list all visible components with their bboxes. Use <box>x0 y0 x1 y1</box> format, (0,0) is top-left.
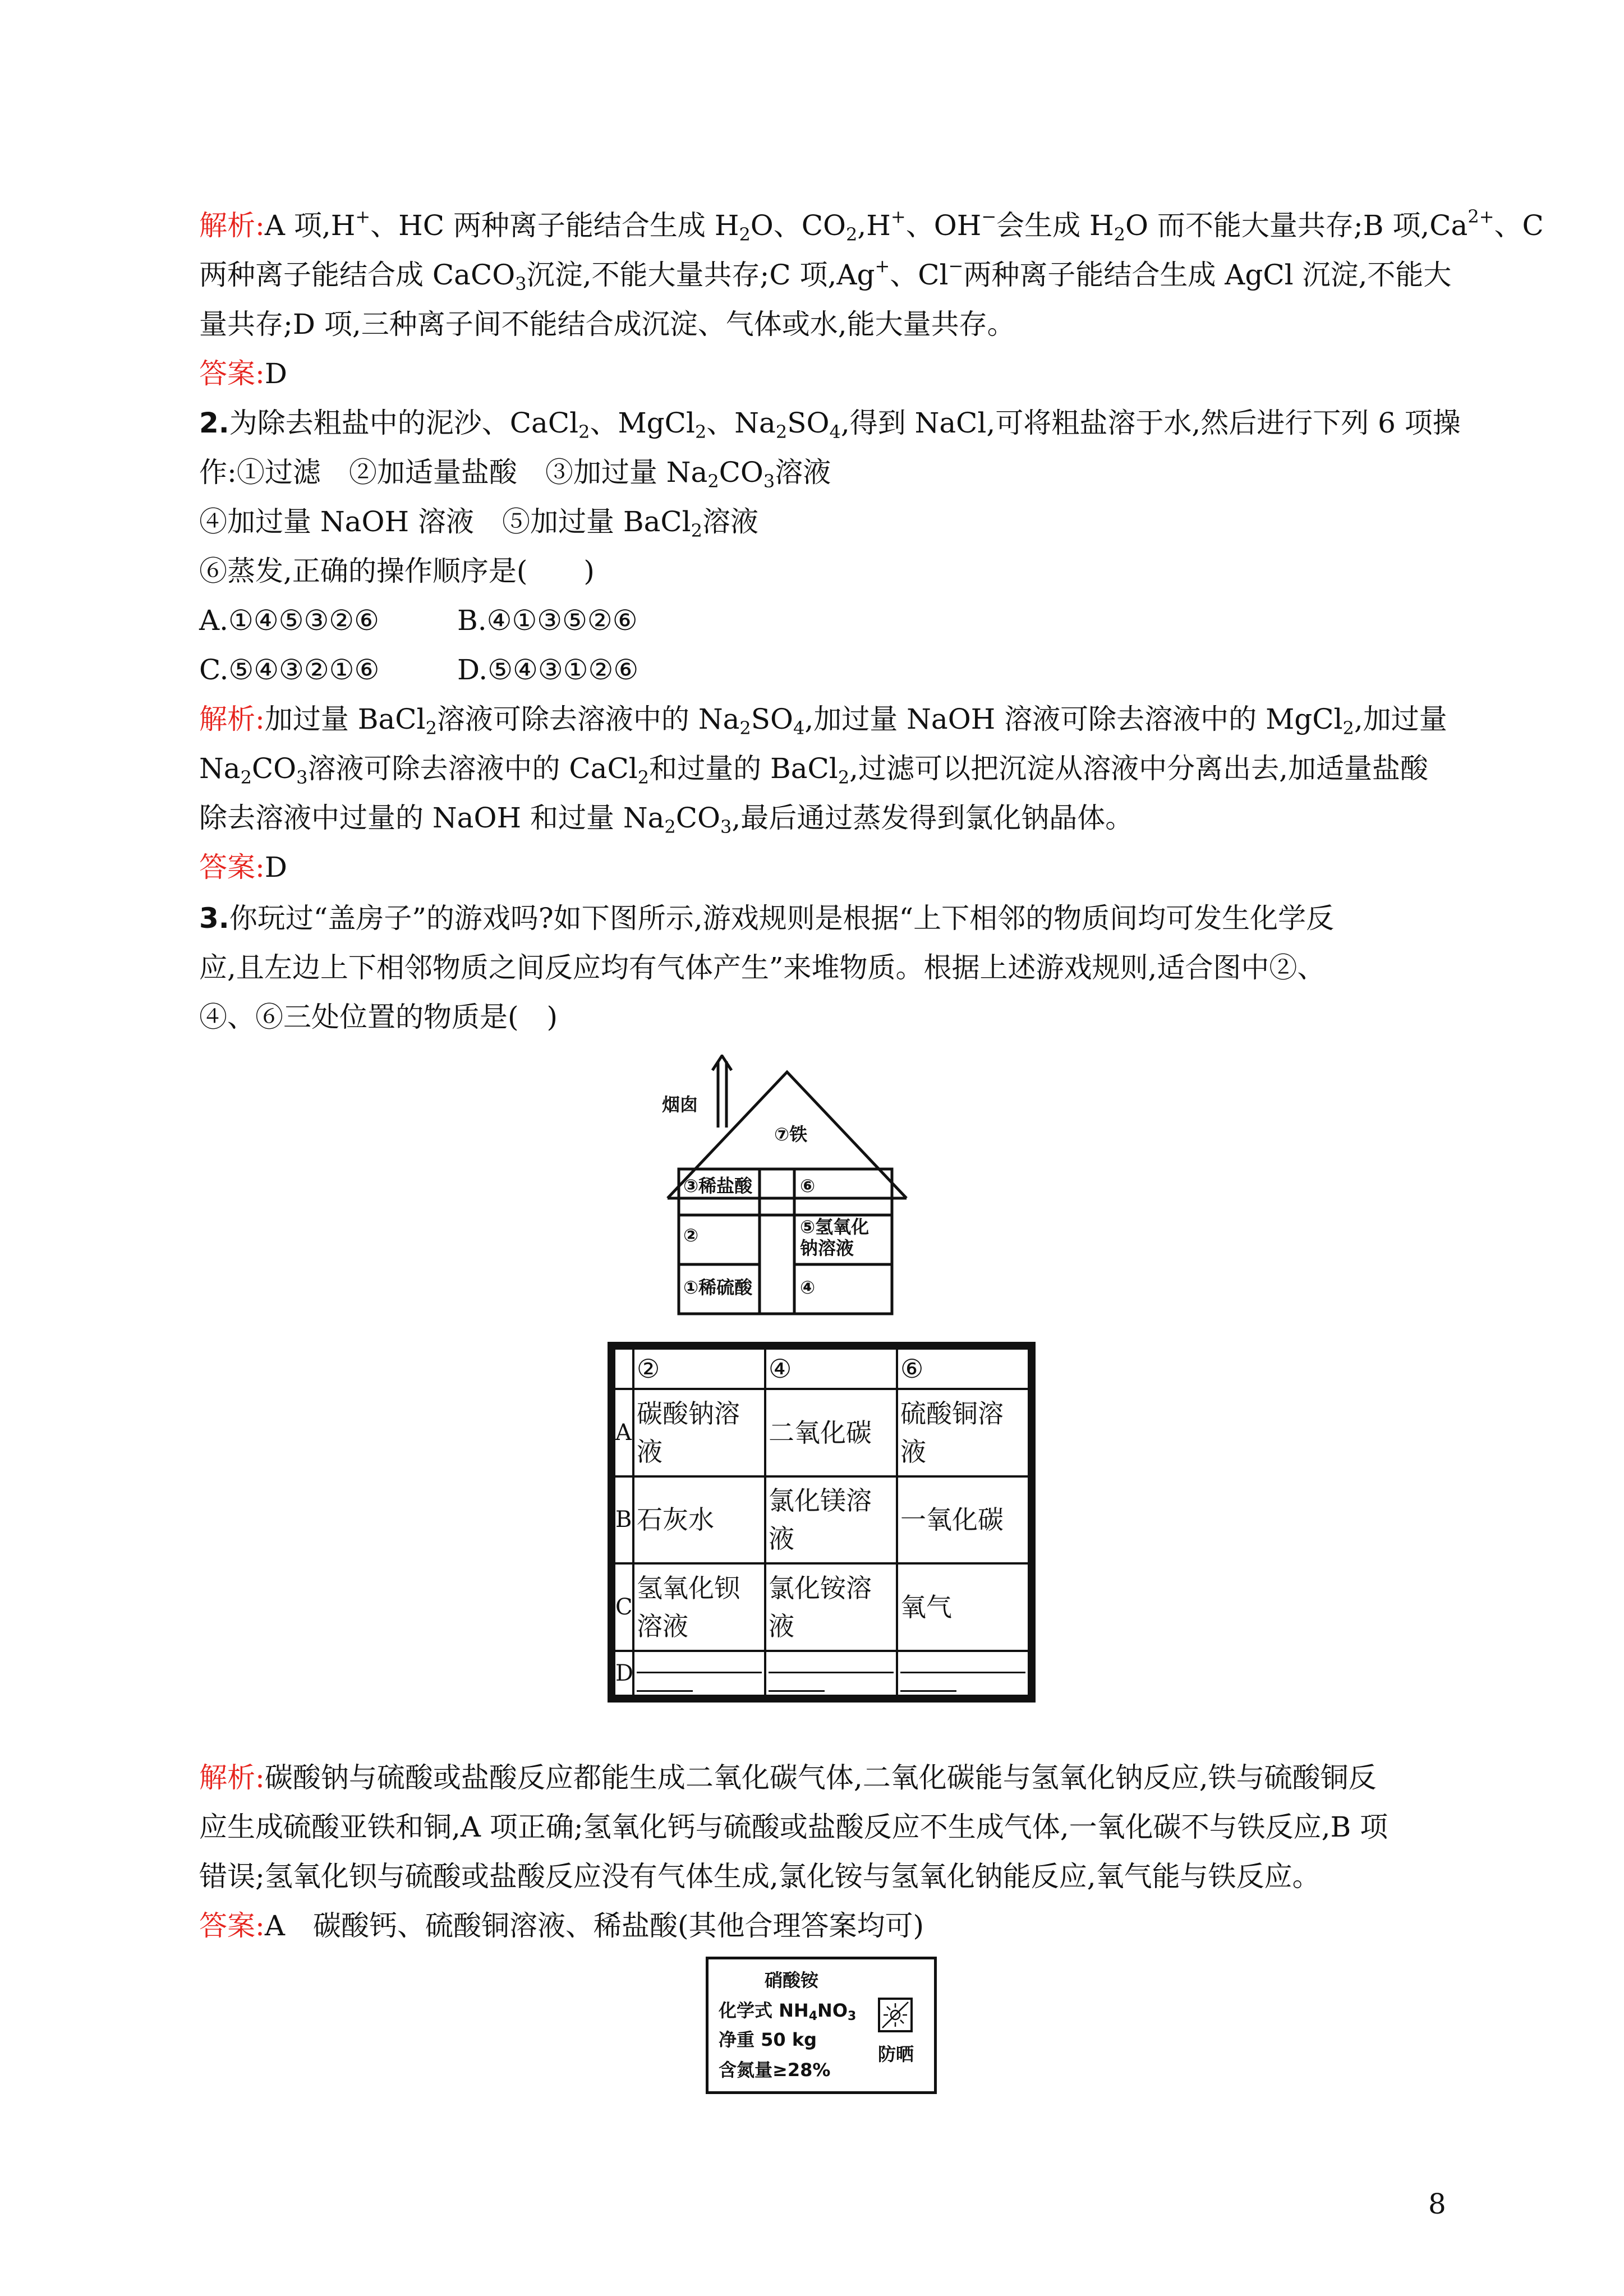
text: ,加过量 <box>1354 703 1447 735</box>
row-label: A <box>614 1389 633 1476</box>
sup: 2+ <box>1467 206 1494 227</box>
sub: 2 <box>1114 224 1125 245</box>
text: 、C <box>1494 209 1544 242</box>
analysis-label: 解析: <box>199 209 265 242</box>
house-diagram <box>651 1055 987 1324</box>
text: ④加过量 NaOH 溶液 ⑤加过量 BaCl <box>199 505 691 538</box>
text: Na <box>199 752 241 785</box>
blank-cell <box>633 1651 765 1696</box>
text: ,加过量 NaOH 溶液可除去溶液中的 MgCl <box>804 703 1343 735</box>
text: ,过滤可以把沉淀从溶液中分离出去,加适量盐酸 <box>849 752 1428 785</box>
table-cell: 二氧化碳 <box>765 1389 897 1476</box>
q2-analysis-line3 <box>199 793 1433 843</box>
sup: − <box>981 206 997 227</box>
label-nitrogen: 含氮量≥28% <box>719 2059 831 2081</box>
q1-analysis <box>199 201 1544 398</box>
text: NO <box>817 2000 848 2021</box>
cell-2: ② <box>683 1225 699 1246</box>
text: O、CO <box>750 209 846 242</box>
sup: + <box>875 255 890 277</box>
q2-stem-line3 <box>199 497 1433 546</box>
answer-label: 答案: <box>199 1910 265 1942</box>
q2 <box>199 398 1461 892</box>
answer-blank <box>637 1655 762 1673</box>
cell-6: ⑥ <box>800 1175 816 1197</box>
table-cell: 一氧化碳 <box>897 1476 1029 1564</box>
answer-blank <box>900 1673 956 1692</box>
fertilizer-label <box>706 1957 937 2094</box>
text: 、HC 两种离子能结合生成 H <box>370 209 739 242</box>
question-number: 2. <box>199 407 229 439</box>
table-row <box>614 1651 1029 1696</box>
q2-analysis-line1 <box>199 694 1447 744</box>
chimney-label: 烟囱 <box>662 1094 698 1115</box>
row-label: B <box>614 1476 633 1564</box>
sup: − <box>948 255 964 277</box>
q2-stem-line1 <box>199 398 1461 448</box>
sub: 4 <box>808 2009 818 2023</box>
option-c: C.⑤④③②①⑥ <box>199 654 380 686</box>
row-label: D <box>614 1651 633 1696</box>
sub: 2 <box>664 816 676 838</box>
roof-label: ⑦铁 <box>774 1124 808 1145</box>
analysis-label: 解析: <box>199 703 265 735</box>
sub: 2 <box>240 767 252 788</box>
q2-options-cd <box>199 645 1433 694</box>
q2-analysis-line2 <box>199 744 1433 793</box>
answer-label: 答案: <box>199 357 265 390</box>
text: 、Na <box>706 407 776 439</box>
q3-analysis-line1 <box>199 1753 1433 1802</box>
text: A 项,H <box>264 209 356 242</box>
answer-value: A 碳酸钙、硫酸铜溶液、稀盐酸(其他合理答案均可) <box>264 1910 924 1942</box>
sub: 2 <box>425 717 437 739</box>
table-header: ② <box>633 1349 765 1389</box>
sub: 2 <box>637 767 650 788</box>
text: 化学式 NH <box>719 2000 809 2021</box>
table-header: ④ <box>765 1349 897 1389</box>
text: SO <box>751 703 793 735</box>
table-cell: 石灰水 <box>633 1476 765 1564</box>
q1-analysis-line3: 量共存;D 项,三种离子间不能结合成沉淀、气体或水,能大量共存。 <box>199 308 1015 341</box>
blank-cell <box>765 1651 897 1696</box>
sub: 2 <box>694 421 707 443</box>
text: ,最后通过蒸发得到氯化钠晶体。 <box>732 802 1134 834</box>
table-cell: 氢氧化钡溶液 <box>633 1563 765 1651</box>
q1-analysis-line2 <box>199 250 1452 300</box>
text: 、OH <box>905 209 982 242</box>
q3-analysis-line3: 错误;氢氧化钡与硫酸或盐酸反应没有气体生成,氯化铵与氢氧化钠能反应,氧气能与铁反应。 <box>199 1860 1321 1893</box>
text: 、MgCl <box>590 407 695 439</box>
q1-answer <box>199 349 1433 398</box>
text: 、Cl <box>890 259 949 291</box>
q3-answer <box>199 1901 1433 1950</box>
sub: 3 <box>296 767 308 788</box>
text: O 而不能大量共存;B 项,Ca <box>1125 209 1468 242</box>
sup: + <box>890 206 906 227</box>
sub: 2 <box>838 767 850 788</box>
q2-answer <box>199 843 1433 892</box>
text: CO <box>251 752 297 785</box>
table-cell: 氯化镁溶液 <box>765 1476 897 1564</box>
q3-stem <box>199 894 1433 1042</box>
text: CO <box>719 456 763 489</box>
sub: 2 <box>707 471 719 492</box>
cell-5b: 钠溶液 <box>800 1237 854 1259</box>
question-number: 3. <box>199 902 229 935</box>
sub: 2 <box>1342 717 1354 739</box>
cell-3: ③稀盐酸 <box>683 1175 753 1197</box>
q3-analysis <box>199 1753 1433 1950</box>
label-protect: 防晒 <box>878 2044 914 2065</box>
option-d: D.⑤④③①②⑥ <box>457 654 639 686</box>
label-title: 硝酸铵 <box>765 1970 819 1991</box>
sub: 4 <box>793 717 805 739</box>
text: SO <box>787 407 830 439</box>
text: CO <box>675 802 721 834</box>
sub: 2 <box>739 717 751 739</box>
text: ,得到 NaCl,可将粗盐溶于水,然后进行下列 6 项操 <box>840 407 1461 439</box>
text: 碳酸钠与硫酸或盐酸反应都能生成二氧化碳气体,二氧化碳能与氢氧化钠反应,铁与硫酸铜反 <box>264 1761 1377 1794</box>
text: 和过量的 BaCl <box>649 752 838 785</box>
text: 会生成 H <box>996 209 1114 242</box>
text: 除去溶液中过量的 NaOH 和过量 Na <box>199 802 665 834</box>
q2-stem-line4: ⑥蒸发,正确的操作顺序是( ) <box>199 555 595 587</box>
answer-blank <box>637 1673 693 1692</box>
row-label: C <box>614 1563 633 1651</box>
sub: 2 <box>691 520 702 541</box>
page-number: 8 <box>1428 2188 1446 2220</box>
table-header: ⑥ <box>897 1349 1029 1389</box>
label-formula <box>719 1996 856 2022</box>
text: 溶液 <box>775 456 831 489</box>
text: 加过量 BaCl <box>264 703 426 735</box>
table-row <box>614 1389 1029 1476</box>
text: 溶液 <box>702 505 758 538</box>
cell-4: ④ <box>800 1277 816 1298</box>
sub: 3 <box>763 471 775 492</box>
q1-analysis-line1 <box>199 201 1544 250</box>
sub: 3 <box>848 2009 857 2023</box>
sub: 2 <box>578 421 590 443</box>
table-row <box>614 1476 1029 1564</box>
answer-label: 答案: <box>199 851 265 884</box>
sub: 2 <box>846 224 858 245</box>
sub: 2 <box>739 224 751 245</box>
text: 沉淀,不能大量共存;C 项,Ag <box>526 259 875 291</box>
cell-5a: ⑤氢氧化 <box>800 1216 869 1237</box>
sub: 3 <box>720 816 732 838</box>
table-cell: 硫酸铜溶液 <box>897 1389 1029 1476</box>
table-cell: 碳酸钠溶液 <box>633 1389 765 1476</box>
answer-blank <box>769 1655 894 1673</box>
options-table <box>608 1342 1036 1703</box>
table-header-row <box>614 1349 1029 1389</box>
text: 两种离子能结合生成 AgCl 沉淀,不能大 <box>963 259 1452 291</box>
text: 溶液可除去溶液中的 CaCl <box>307 752 638 785</box>
blank-cell <box>897 1651 1029 1696</box>
table-corner <box>614 1349 633 1389</box>
q3-analysis-line2: 应生成硫酸亚铁和铜,A 项正确;氢氧化钙与硫酸或盐酸反应不生成气体,一氧化碳不与铁反应,B 项 <box>199 1811 1388 1843</box>
sup: + <box>355 206 371 227</box>
q3-stem-line1 <box>199 894 1433 943</box>
answer-blank <box>769 1673 825 1692</box>
text: 作:①过滤 ②加适量盐酸 ③加过量 Na <box>199 456 708 489</box>
text: 溶液可除去溶液中的 Na <box>436 703 740 735</box>
q3-stem-line3: ④、⑥三处位置的物质是( ) <box>199 1001 558 1033</box>
option-a: A.①④⑤③②⑥ <box>199 604 379 637</box>
analysis-label: 解析: <box>199 1761 265 1794</box>
cell-1: ①稀硫酸 <box>683 1277 753 1298</box>
label-weight: 净重 50 kg <box>719 2029 817 2050</box>
table-cell: 氧气 <box>897 1563 1029 1651</box>
answer-value: D <box>264 851 287 884</box>
answer-blank <box>900 1655 1025 1673</box>
q3-stem-line2: 应,且左边上下相邻物质之间反应均有气体产生”来堆物质。根据上述游戏规则,适合图中②、 <box>199 951 1326 984</box>
answer-value: D <box>264 357 287 390</box>
option-b: B.④①③⑤②⑥ <box>457 604 638 637</box>
text: 两种离子能结合成 CaCO <box>199 259 516 291</box>
q2-stem-line2 <box>199 448 1433 497</box>
sub: 2 <box>775 421 788 443</box>
sun-icon <box>878 1998 913 2032</box>
table-row <box>614 1563 1029 1651</box>
sub: 4 <box>829 421 841 443</box>
q2-options-ab <box>199 596 1433 645</box>
text: ,H <box>857 209 891 242</box>
text: 你玩过“盖房子”的游戏吗?如下图所示,游戏规则是根据“上下相邻的物质间均可发生化学反 <box>229 902 1335 935</box>
sub: 3 <box>515 273 527 295</box>
table-cell: 氯化铵溶液 <box>765 1563 897 1651</box>
text: 为除去粗盐中的泥沙、CaCl <box>229 407 579 439</box>
